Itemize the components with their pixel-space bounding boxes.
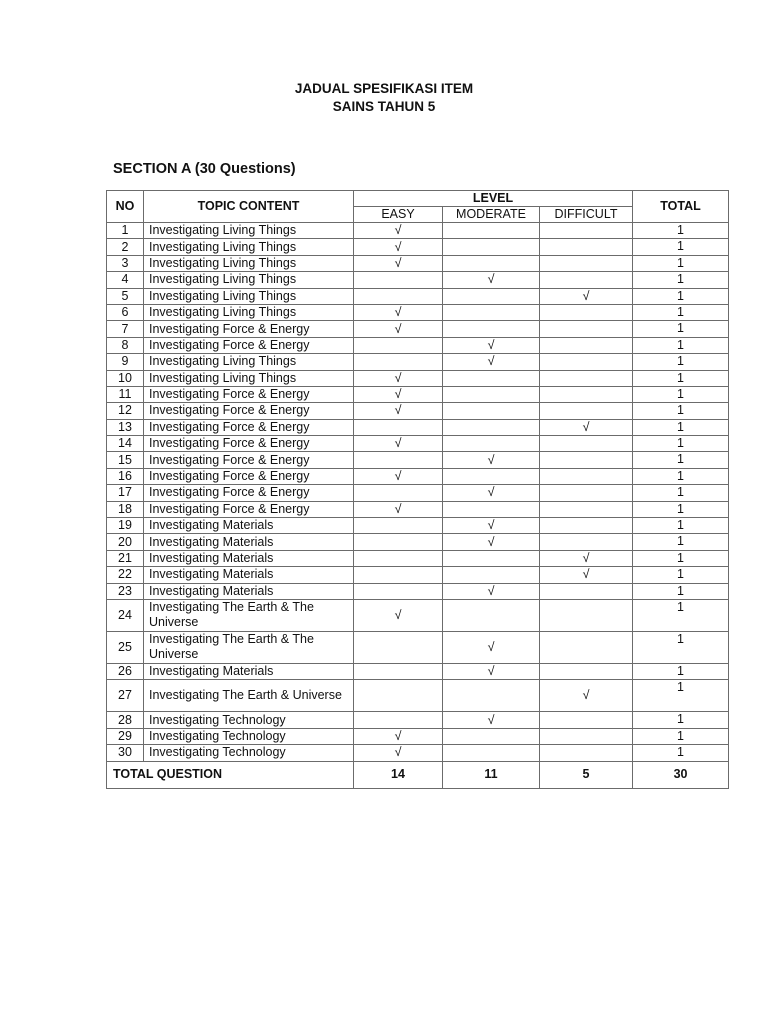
easy-cell bbox=[354, 712, 443, 728]
table-row bbox=[107, 583, 729, 599]
table-row bbox=[107, 272, 729, 288]
table-row bbox=[107, 712, 729, 728]
easy-cell bbox=[354, 272, 443, 288]
topic-content: Investigating Materials bbox=[144, 663, 354, 679]
difficult-cell bbox=[540, 403, 633, 419]
row-number: 6 bbox=[107, 304, 144, 320]
row-number: 7 bbox=[107, 321, 144, 337]
checkmark-icon: √ bbox=[394, 728, 402, 743]
row-total: 1 bbox=[633, 255, 729, 271]
row-number: 29 bbox=[107, 728, 144, 744]
topic-content: Investigating Materials bbox=[144, 567, 354, 583]
checkmark-icon: √ bbox=[487, 337, 495, 352]
checkmark-icon: √ bbox=[394, 436, 402, 451]
moderate-cell bbox=[443, 255, 540, 271]
row-total: 1 bbox=[633, 550, 729, 566]
topic-content: Investigating Force & Energy bbox=[144, 468, 354, 484]
difficult-cell bbox=[540, 255, 633, 271]
table-row bbox=[107, 567, 729, 583]
total-easy: 14 bbox=[354, 761, 443, 788]
easy-cell bbox=[354, 452, 443, 468]
row-number: 27 bbox=[107, 680, 144, 712]
row-number: 25 bbox=[107, 631, 144, 663]
difficult-cell bbox=[540, 534, 633, 550]
difficult-cell bbox=[540, 468, 633, 484]
easy-cell bbox=[354, 288, 443, 304]
row-total: 1 bbox=[633, 436, 729, 452]
difficult-cell bbox=[540, 501, 633, 517]
checkmark-icon: √ bbox=[394, 239, 402, 254]
row-number: 21 bbox=[107, 550, 144, 566]
row-total: 1 bbox=[633, 680, 729, 712]
table-row bbox=[107, 631, 729, 663]
header-difficult: DIFFICULT bbox=[540, 207, 633, 223]
table-row bbox=[107, 386, 729, 402]
row-number: 26 bbox=[107, 663, 144, 679]
difficult-cell bbox=[540, 745, 633, 761]
difficult-cell bbox=[540, 680, 633, 712]
table-row bbox=[107, 468, 729, 484]
row-number: 1 bbox=[107, 223, 144, 239]
topic-content: Investigating The Earth & The Universe bbox=[144, 599, 354, 631]
checkmark-icon: √ bbox=[394, 223, 402, 238]
moderate-cell bbox=[443, 223, 540, 239]
checkmark-icon: √ bbox=[582, 688, 590, 703]
checkmark-icon: √ bbox=[394, 607, 402, 622]
table-row bbox=[107, 436, 729, 452]
row-number: 30 bbox=[107, 745, 144, 761]
moderate-cell bbox=[443, 337, 540, 353]
easy-cell bbox=[354, 501, 443, 517]
row-number: 24 bbox=[107, 599, 144, 631]
difficult-cell bbox=[540, 631, 633, 663]
moderate-cell bbox=[443, 386, 540, 402]
moderate-cell bbox=[443, 567, 540, 583]
total-moderate: 11 bbox=[443, 761, 540, 788]
checkmark-icon: √ bbox=[487, 272, 495, 287]
row-total: 1 bbox=[633, 485, 729, 501]
moderate-cell bbox=[443, 468, 540, 484]
topic-content: Investigating Materials bbox=[144, 583, 354, 599]
moderate-cell bbox=[443, 728, 540, 744]
easy-cell bbox=[354, 304, 443, 320]
row-number: 8 bbox=[107, 337, 144, 353]
checkmark-icon: √ bbox=[487, 354, 495, 369]
moderate-cell bbox=[443, 370, 540, 386]
moderate-cell bbox=[443, 452, 540, 468]
easy-cell bbox=[354, 337, 443, 353]
table-row bbox=[107, 485, 729, 501]
row-total: 1 bbox=[633, 712, 729, 728]
table-row bbox=[107, 403, 729, 419]
table-row bbox=[107, 354, 729, 370]
difficult-cell bbox=[540, 304, 633, 320]
table-row bbox=[107, 255, 729, 271]
row-total: 1 bbox=[633, 288, 729, 304]
row-number: 14 bbox=[107, 436, 144, 452]
row-number: 15 bbox=[107, 452, 144, 468]
topic-content: Investigating Force & Energy bbox=[144, 337, 354, 353]
topic-content: Investigating The Earth & Universe bbox=[144, 680, 354, 712]
row-number: 12 bbox=[107, 403, 144, 419]
row-number: 10 bbox=[107, 370, 144, 386]
checkmark-icon: √ bbox=[487, 664, 495, 679]
topic-content: Investigating Materials bbox=[144, 550, 354, 566]
table-row bbox=[107, 419, 729, 435]
topic-content: Investigating Living Things bbox=[144, 239, 354, 255]
row-total: 1 bbox=[633, 354, 729, 370]
checkmark-icon: √ bbox=[394, 255, 402, 270]
checkmark-icon: √ bbox=[487, 534, 495, 549]
moderate-cell bbox=[443, 403, 540, 419]
table-row bbox=[107, 370, 729, 386]
difficult-cell bbox=[540, 288, 633, 304]
table-row bbox=[107, 518, 729, 534]
row-total: 1 bbox=[633, 583, 729, 599]
row-number: 17 bbox=[107, 485, 144, 501]
checkmark-icon: √ bbox=[487, 712, 495, 727]
topic-content: Investigating Force & Energy bbox=[144, 321, 354, 337]
table-row bbox=[107, 663, 729, 679]
moderate-cell bbox=[443, 518, 540, 534]
easy-cell bbox=[354, 403, 443, 419]
row-total: 1 bbox=[633, 321, 729, 337]
topic-content: Investigating Living Things bbox=[144, 370, 354, 386]
moderate-cell bbox=[443, 663, 540, 679]
row-number: 23 bbox=[107, 583, 144, 599]
topic-content: Investigating Living Things bbox=[144, 304, 354, 320]
easy-cell bbox=[354, 370, 443, 386]
topic-content: Investigating Force & Energy bbox=[144, 485, 354, 501]
easy-cell bbox=[354, 583, 443, 599]
difficult-cell bbox=[540, 370, 633, 386]
topic-content: Investigating Force & Energy bbox=[144, 419, 354, 435]
easy-cell bbox=[354, 223, 443, 239]
topic-content: Investigating Living Things bbox=[144, 288, 354, 304]
moderate-cell bbox=[443, 745, 540, 761]
checkmark-icon: √ bbox=[394, 321, 402, 336]
difficult-cell bbox=[540, 728, 633, 744]
difficult-cell bbox=[540, 583, 633, 599]
section-heading: SECTION A (30 Questions) bbox=[113, 161, 296, 177]
checkmark-icon: √ bbox=[582, 288, 590, 303]
topic-content: Investigating Technology bbox=[144, 745, 354, 761]
easy-cell bbox=[354, 321, 443, 337]
checkmark-icon: √ bbox=[487, 485, 495, 500]
easy-cell bbox=[354, 518, 443, 534]
easy-cell bbox=[354, 419, 443, 435]
moderate-cell bbox=[443, 304, 540, 320]
moderate-cell bbox=[443, 354, 540, 370]
checkmark-icon: √ bbox=[582, 419, 590, 434]
difficult-cell bbox=[540, 272, 633, 288]
checkmark-icon: √ bbox=[394, 501, 402, 516]
topic-content: Investigating Living Things bbox=[144, 223, 354, 239]
checkmark-icon: √ bbox=[394, 387, 402, 402]
easy-cell bbox=[354, 239, 443, 255]
topic-content: Investigating Force & Energy bbox=[144, 501, 354, 517]
row-number: 11 bbox=[107, 386, 144, 402]
topic-content: Investigating Force & Energy bbox=[144, 452, 354, 468]
topic-content: Investigating The Earth & The Universe bbox=[144, 631, 354, 663]
checkmark-icon: √ bbox=[487, 518, 495, 533]
table-row bbox=[107, 680, 729, 712]
moderate-cell bbox=[443, 501, 540, 517]
checkmark-icon: √ bbox=[487, 583, 495, 598]
specification-table bbox=[106, 190, 729, 789]
row-total: 1 bbox=[633, 304, 729, 320]
difficult-cell bbox=[540, 436, 633, 452]
easy-cell bbox=[354, 550, 443, 566]
moderate-cell bbox=[443, 239, 540, 255]
row-number: 22 bbox=[107, 567, 144, 583]
difficult-cell bbox=[540, 223, 633, 239]
difficult-cell bbox=[540, 386, 633, 402]
table-row bbox=[107, 288, 729, 304]
easy-cell bbox=[354, 468, 443, 484]
difficult-cell bbox=[540, 239, 633, 255]
table-row bbox=[107, 550, 729, 566]
row-number: 9 bbox=[107, 354, 144, 370]
row-total: 1 bbox=[633, 501, 729, 517]
easy-cell bbox=[354, 485, 443, 501]
row-total: 1 bbox=[633, 663, 729, 679]
checkmark-icon: √ bbox=[582, 551, 590, 565]
topic-content: Investigating Living Things bbox=[144, 272, 354, 288]
total-difficult: 5 bbox=[540, 761, 633, 788]
topic-content: Investigating Force & Energy bbox=[144, 386, 354, 402]
difficult-cell bbox=[540, 485, 633, 501]
topic-content: Investigating Materials bbox=[144, 518, 354, 534]
row-number: 2 bbox=[107, 239, 144, 255]
table-row bbox=[107, 304, 729, 320]
easy-cell bbox=[354, 255, 443, 271]
moderate-cell bbox=[443, 599, 540, 631]
row-number: 28 bbox=[107, 712, 144, 728]
difficult-cell bbox=[540, 337, 633, 353]
table-row bbox=[107, 239, 729, 255]
difficult-cell bbox=[540, 599, 633, 631]
row-number: 4 bbox=[107, 272, 144, 288]
easy-cell bbox=[354, 386, 443, 402]
checkmark-icon: √ bbox=[394, 469, 402, 484]
table-row bbox=[107, 321, 729, 337]
table-row bbox=[107, 745, 729, 761]
easy-cell bbox=[354, 745, 443, 761]
checkmark-icon: √ bbox=[487, 639, 495, 654]
header-level: LEVEL bbox=[354, 191, 633, 207]
row-number: 16 bbox=[107, 468, 144, 484]
easy-cell bbox=[354, 567, 443, 583]
moderate-cell bbox=[443, 419, 540, 435]
moderate-cell bbox=[443, 631, 540, 663]
document-title: JADUAL SPESIFIKASI ITEM bbox=[294, 81, 474, 96]
topic-content: Investigating Living Things bbox=[144, 354, 354, 370]
difficult-cell bbox=[540, 663, 633, 679]
header-moderate: MODERATE bbox=[443, 207, 540, 223]
header-easy: EASY bbox=[354, 207, 443, 223]
row-total: 1 bbox=[633, 631, 729, 663]
table-row bbox=[107, 337, 729, 353]
moderate-cell bbox=[443, 485, 540, 501]
easy-cell bbox=[354, 436, 443, 452]
topic-content: Investigating Technology bbox=[144, 712, 354, 728]
topic-content: Investigating Materials bbox=[144, 534, 354, 550]
table-row bbox=[107, 452, 729, 468]
moderate-cell bbox=[443, 534, 540, 550]
difficult-cell bbox=[540, 321, 633, 337]
row-total: 1 bbox=[633, 452, 729, 468]
moderate-cell bbox=[443, 321, 540, 337]
moderate-cell bbox=[443, 583, 540, 599]
easy-cell bbox=[354, 663, 443, 679]
difficult-cell bbox=[540, 550, 633, 566]
checkmark-icon: √ bbox=[487, 452, 495, 467]
table-body bbox=[107, 223, 729, 762]
difficult-cell bbox=[540, 518, 633, 534]
row-number: 19 bbox=[107, 518, 144, 534]
row-total: 1 bbox=[633, 567, 729, 583]
easy-cell bbox=[354, 680, 443, 712]
row-number: 5 bbox=[107, 288, 144, 304]
header-total: TOTAL bbox=[633, 191, 729, 223]
table-row bbox=[107, 501, 729, 517]
total-question-label: TOTAL QUESTION bbox=[107, 761, 354, 788]
row-total: 1 bbox=[633, 599, 729, 631]
checkmark-icon: √ bbox=[394, 745, 402, 760]
row-total: 1 bbox=[633, 728, 729, 744]
easy-cell bbox=[354, 728, 443, 744]
row-total: 1 bbox=[633, 419, 729, 435]
row-number: 13 bbox=[107, 419, 144, 435]
table-row bbox=[107, 728, 729, 744]
row-number: 3 bbox=[107, 255, 144, 271]
difficult-cell bbox=[540, 452, 633, 468]
topic-content: Investigating Force & Energy bbox=[144, 403, 354, 419]
moderate-cell bbox=[443, 680, 540, 712]
row-number: 20 bbox=[107, 534, 144, 550]
table-row bbox=[107, 599, 729, 631]
difficult-cell bbox=[540, 567, 633, 583]
row-number: 18 bbox=[107, 501, 144, 517]
row-total: 1 bbox=[633, 468, 729, 484]
topic-content: Investigating Force & Energy bbox=[144, 436, 354, 452]
easy-cell bbox=[354, 354, 443, 370]
header-topic: TOPIC CONTENT bbox=[144, 191, 354, 223]
moderate-cell bbox=[443, 550, 540, 566]
row-total: 1 bbox=[633, 239, 729, 255]
row-total: 1 bbox=[633, 534, 729, 550]
row-total: 1 bbox=[633, 386, 729, 402]
easy-cell bbox=[354, 534, 443, 550]
total-row bbox=[107, 761, 729, 788]
moderate-cell bbox=[443, 272, 540, 288]
row-total: 1 bbox=[633, 272, 729, 288]
table-row bbox=[107, 534, 729, 550]
total-overall: 30 bbox=[633, 761, 729, 788]
row-total: 1 bbox=[633, 403, 729, 419]
moderate-cell bbox=[443, 288, 540, 304]
topic-content: Investigating Technology bbox=[144, 728, 354, 744]
header-no: NO bbox=[107, 191, 144, 223]
difficult-cell bbox=[540, 419, 633, 435]
checkmark-icon: √ bbox=[394, 305, 402, 320]
document-subtitle: SAINS TAHUN 5 bbox=[332, 99, 436, 114]
row-total: 1 bbox=[633, 337, 729, 353]
checkmark-icon: √ bbox=[582, 567, 590, 582]
row-total: 1 bbox=[633, 223, 729, 239]
moderate-cell bbox=[443, 712, 540, 728]
moderate-cell bbox=[443, 436, 540, 452]
row-total: 1 bbox=[633, 745, 729, 761]
checkmark-icon: √ bbox=[394, 370, 402, 385]
table-row bbox=[107, 223, 729, 239]
difficult-cell bbox=[540, 712, 633, 728]
row-total: 1 bbox=[633, 370, 729, 386]
easy-cell bbox=[354, 631, 443, 663]
row-total: 1 bbox=[633, 518, 729, 534]
checkmark-icon: √ bbox=[394, 403, 402, 418]
topic-content: Investigating Living Things bbox=[144, 255, 354, 271]
easy-cell bbox=[354, 599, 443, 631]
difficult-cell bbox=[540, 354, 633, 370]
